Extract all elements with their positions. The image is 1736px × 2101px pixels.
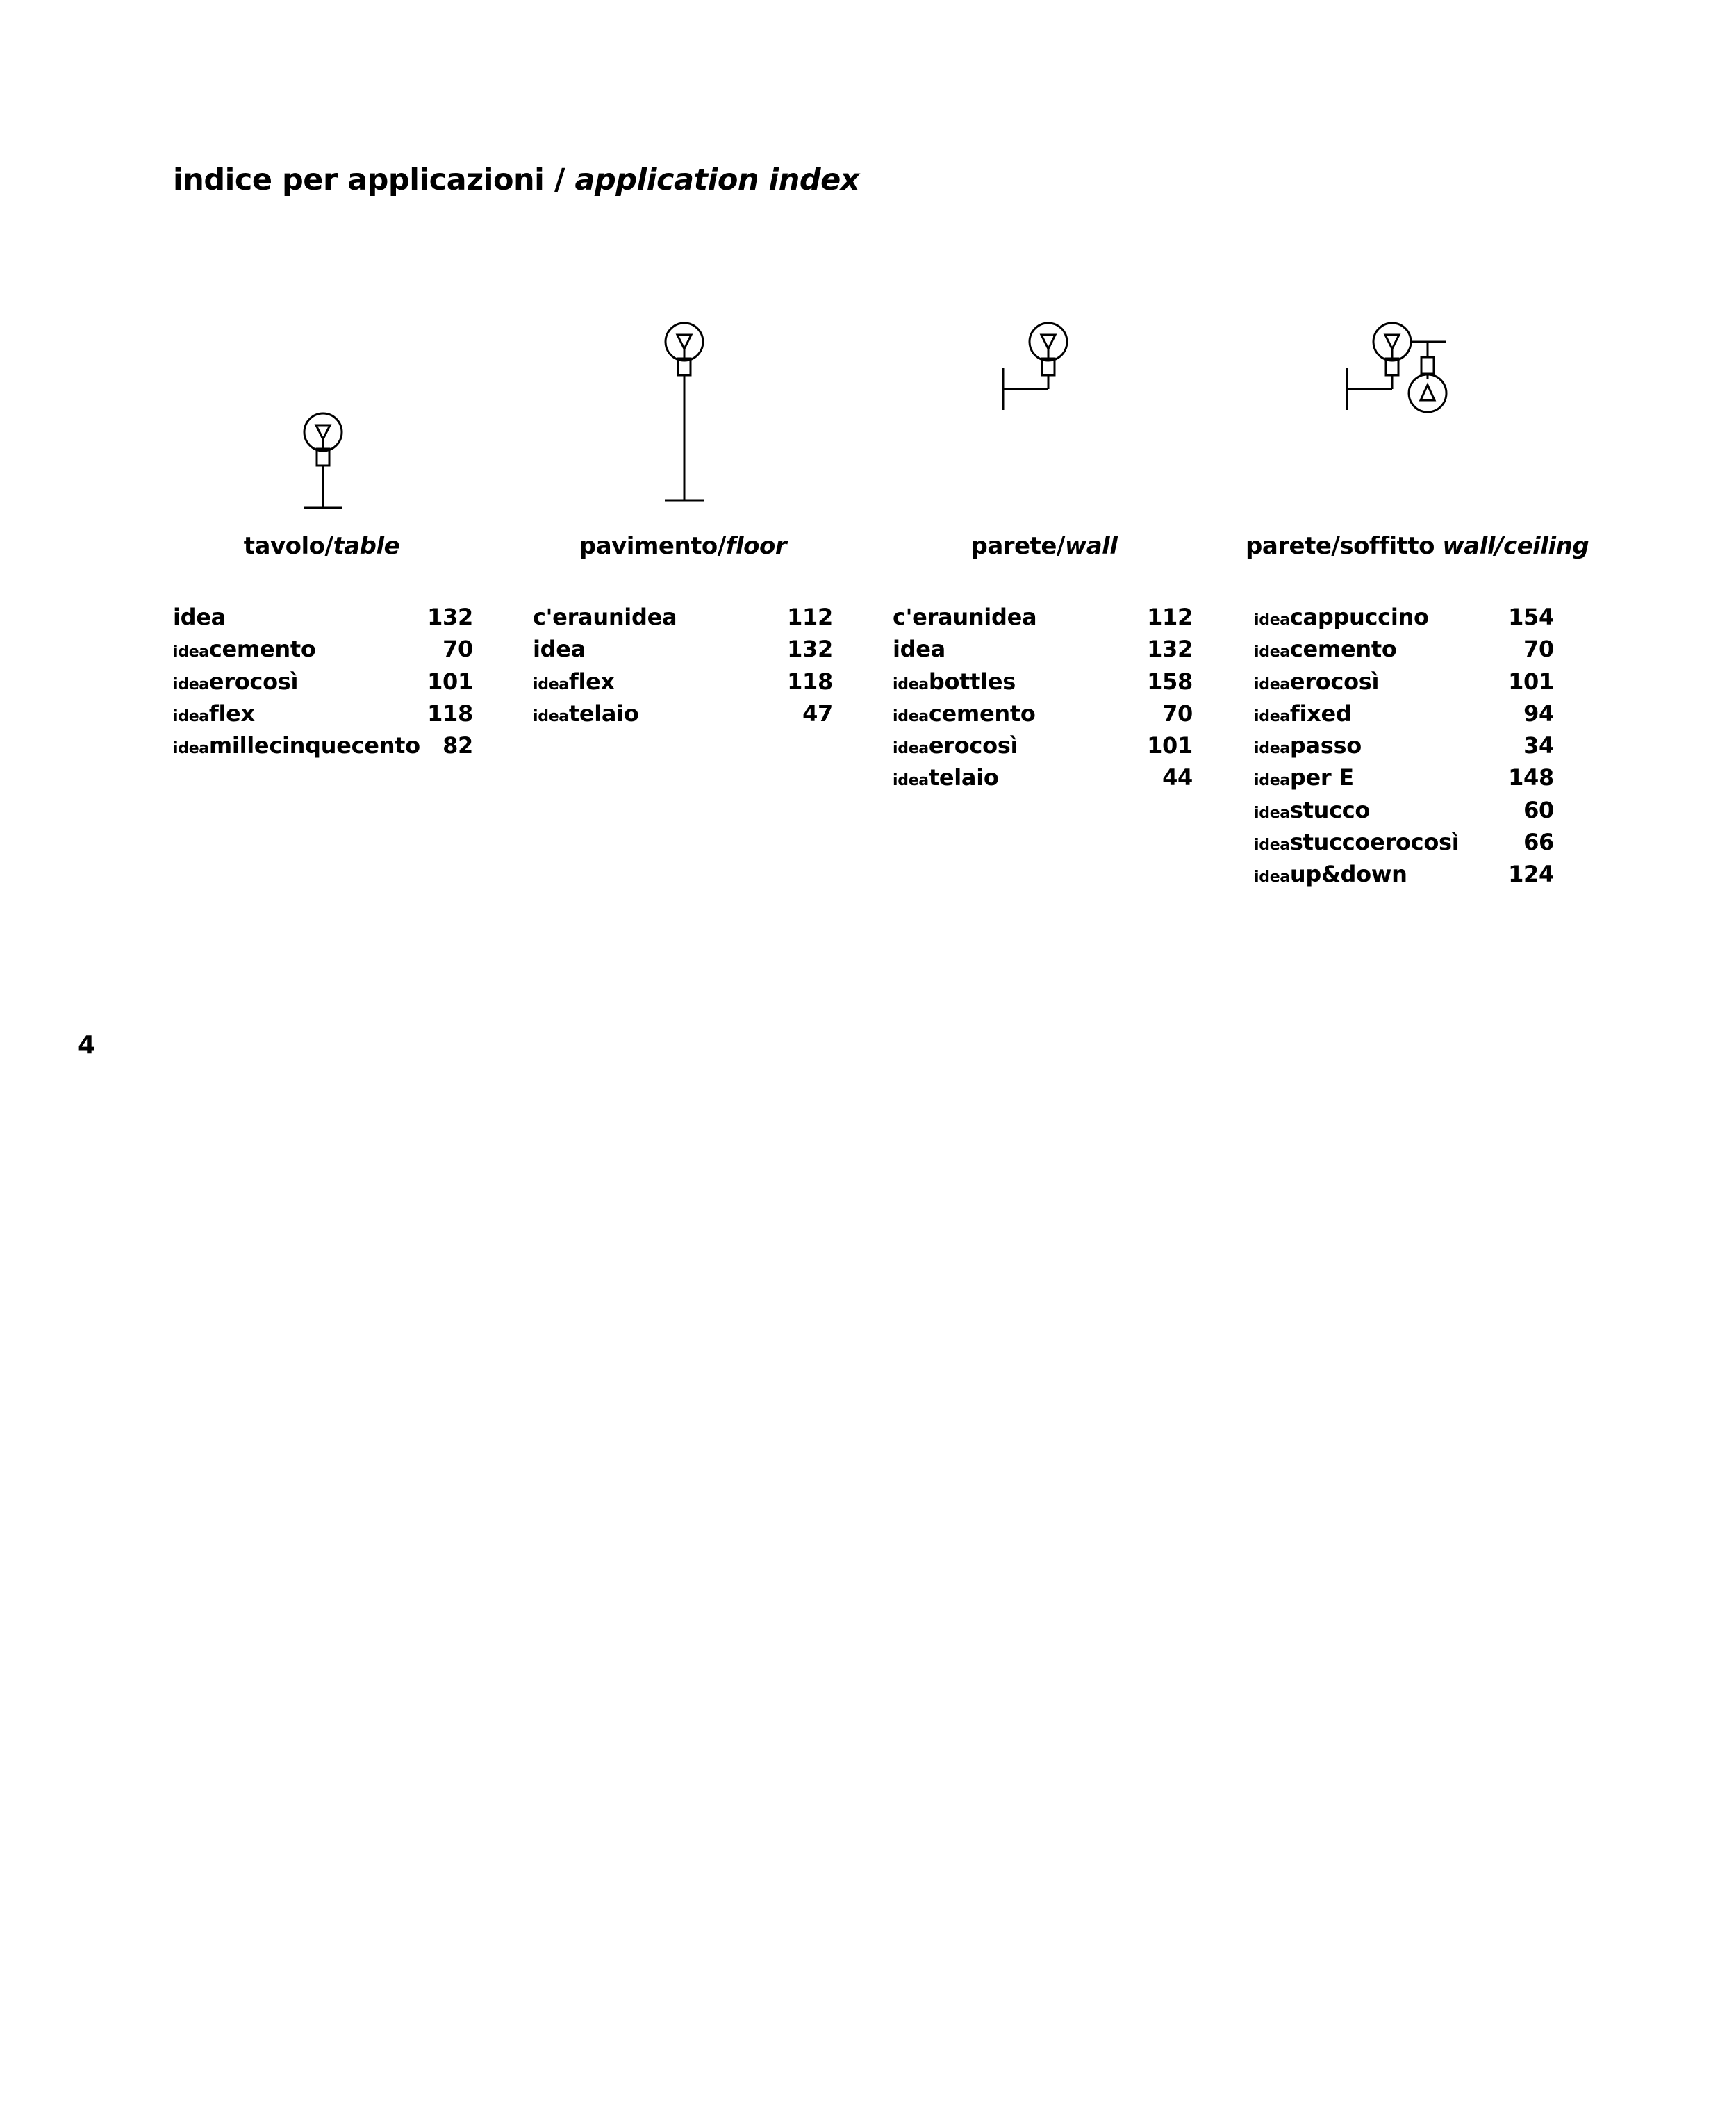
column-floor	[533, 604, 833, 732]
column-table	[173, 604, 473, 764]
list-item[interactable]: idea 132	[173, 604, 473, 630]
list-item[interactable]: ideaup&down 124	[1254, 861, 1554, 888]
list-item[interactable]: ideaerocosì 101	[173, 668, 473, 695]
heading-wall: parete/wall	[970, 532, 1118, 560]
list-item[interactable]: idea 132	[533, 636, 833, 663]
table-lamp-icon	[292, 409, 354, 513]
page-title	[173, 163, 859, 197]
list-item[interactable]: ideastuccoerocosì 66	[1254, 829, 1554, 856]
list-item[interactable]: ideacemento 70	[1254, 636, 1554, 663]
wall-lamp-icon	[993, 318, 1084, 415]
list-item[interactable]: ideaerocosì 101	[893, 732, 1193, 759]
column-wall	[893, 604, 1193, 797]
list-item[interactable]: c'eraunidea 112	[893, 604, 1193, 630]
heading-wall-ceiling: parete/soffitto wall/ceiling	[1246, 532, 1589, 560]
list-item[interactable]: ideaflex 118	[533, 668, 833, 695]
list-item[interactable]: ideacappuccino 154	[1254, 604, 1554, 630]
list-item[interactable]: ideaper E 148	[1254, 764, 1554, 791]
list-item[interactable]: ideaerocosì 101	[1254, 668, 1554, 695]
list-item[interactable]: idea 132	[893, 636, 1193, 663]
list-item[interactable]: ideapasso 34	[1254, 732, 1554, 759]
list-item[interactable]: ideastucco 60	[1254, 796, 1554, 823]
page-title-regular: indice per applicazioni /	[173, 163, 575, 197]
floor-lamp-icon	[653, 318, 716, 506]
list-item[interactable]: ideatelaio 44	[893, 764, 1193, 791]
list-item[interactable]: ideamillecinquecento 82	[173, 732, 473, 759]
page-number: 4	[78, 1031, 96, 1060]
list-item[interactable]: c'eraunidea 112	[533, 604, 833, 630]
list-item[interactable]: ideabottles 158	[893, 668, 1193, 695]
list-item[interactable]: ideacemento 70	[173, 636, 473, 663]
list-item[interactable]: ideacemento 70	[893, 700, 1193, 727]
list-item[interactable]: ideatelaio 47	[533, 700, 833, 727]
heading-table: tavolo/table	[243, 532, 400, 560]
page-title-italic: application index	[574, 163, 859, 197]
heading-floor: pavimento/floor	[579, 532, 787, 560]
wall-ceiling-lamp-icon	[1337, 318, 1469, 415]
column-wall-ceiling	[1254, 604, 1554, 893]
list-item[interactable]: ideafixed 94	[1254, 700, 1554, 727]
list-item[interactable]: ideaflex 118	[173, 700, 473, 727]
